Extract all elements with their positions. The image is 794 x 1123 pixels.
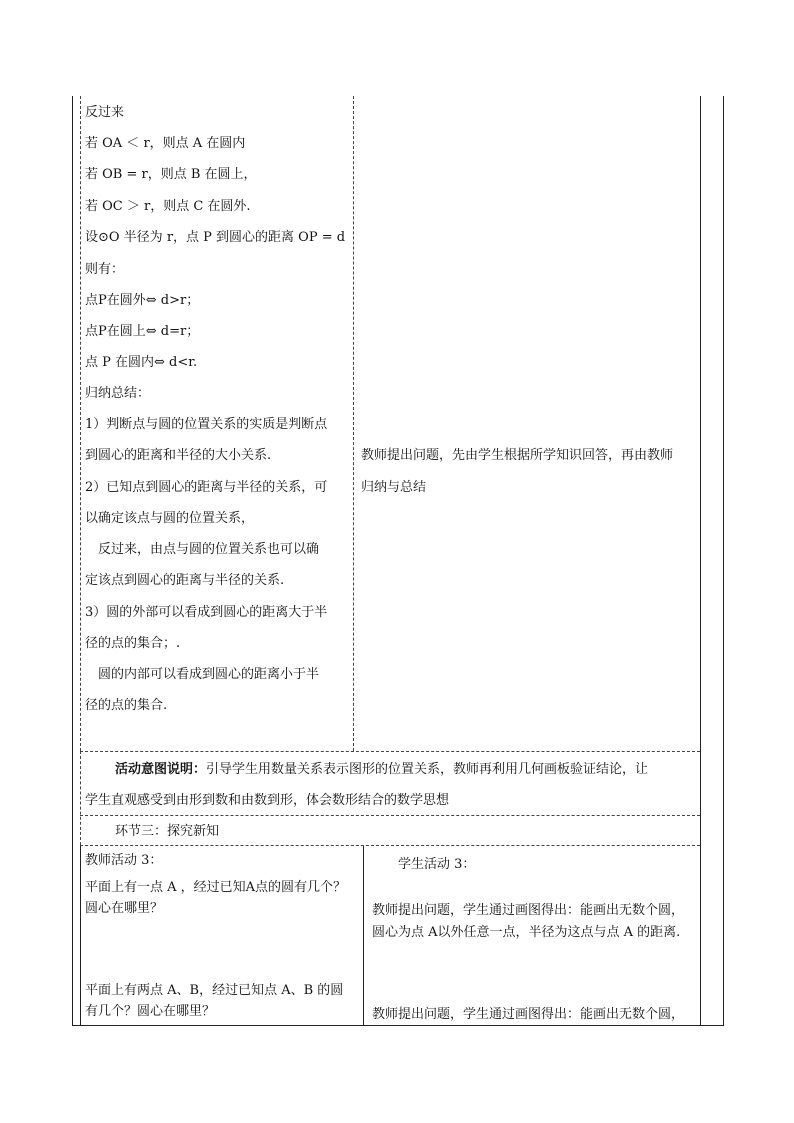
text-line: 圆的内部可以看成到圆心的距离小于半: [85, 667, 320, 682]
question-line: 平面上有一点 A ，经过已知A点的圆有几个？: [85, 880, 347, 895]
text-line: 点P在圆上⇔ d=r；: [85, 324, 200, 339]
text-line: 则有：: [85, 262, 125, 277]
text-line: 3）圆的外部可以看成到圆心的距离大于半: [85, 605, 328, 620]
question-line: 圆心在哪里？: [85, 901, 164, 916]
text-line: 反过来: [85, 105, 125, 120]
teacher-activity-header: 教师活动 3：: [85, 853, 163, 868]
section-title: 环节三：探究新知: [115, 824, 220, 839]
bottom-border: [72, 1025, 724, 1026]
text-line: 点P在圆外⇔ d>r；: [85, 293, 200, 308]
lower-left-border: [80, 846, 81, 1025]
text-line: 径的点的集合.: [85, 698, 168, 713]
text-line: 若 OB = r，则点 B 在圆上，: [85, 167, 257, 182]
upper-bottom-dash: [80, 751, 700, 752]
question-line: 平面上有两点 A、B，经过已知点 A、B 的圆: [85, 983, 344, 998]
text-line: 以确定该点与圆的位置关系，: [85, 511, 255, 526]
intent-bottom-dash: [80, 815, 700, 816]
intent-text: 引导学生用数量关系表示图形的位置关系，教师再利用几何画板验证结论，让: [206, 762, 649, 777]
inner-right-border: [700, 96, 701, 1026]
lower-middle-border: [363, 846, 364, 1025]
text-line: 径的点的集合；.: [85, 636, 181, 651]
upper-left-dash: [80, 96, 81, 751]
text-line: 归纳总结：: [85, 386, 151, 401]
text-line: 反过来，由点与圆的位置关系也可以确: [85, 542, 320, 557]
answer-line: 圆心为点 A以外任意一点，半径为这点与点 A 的距离.: [372, 925, 681, 940]
answer-line: 教师提出问题，学生通过画图得出：能画出无数个圆，: [372, 903, 685, 918]
text-line: 2）已知点到圆心的距离与半径的关系，可: [85, 480, 328, 495]
student-activity-header: 学生活动 3：: [398, 857, 476, 872]
upper-middle-dash: [353, 96, 354, 751]
text-line: 教师提出问题，先由学生根据所学知识回答，再由教师: [361, 448, 674, 463]
answer-line: 教师提出问题，学生通过画图得出：能画出无数个圆，: [372, 1007, 685, 1022]
text-line: 定该点到圆心的距离与半径的关系.: [85, 573, 285, 588]
intent-label: 活动意图说明：: [115, 762, 207, 777]
text-line: 若 OA ＜ r，则点 A 在圆内: [85, 136, 246, 151]
outer-left-border: [72, 96, 73, 1026]
text-line: 点 P 在圆内⇔ d<r.: [85, 355, 198, 370]
question-line: 有几个？圆心在哪里？: [85, 1004, 216, 1019]
outer-right-border: [723, 96, 724, 1026]
text-line: 设⊙O 半径为 r，点 P 到圆心的距离 OP = d: [85, 230, 346, 245]
intent-left-dash: [80, 751, 81, 845]
text-line: 若 OC ＞ r，则点 C 在圆外.: [85, 199, 251, 214]
section3-bottom-dash: [80, 845, 700, 846]
text-line: 到圆心的距离和半径的大小关系.: [85, 448, 272, 463]
intent-line-1: [115, 762, 648, 778]
text-line: 1）判断点与圆的位置关系的实质是判断点: [85, 417, 328, 432]
intent-line-2: 学生直观感受到由形到数和由数到形，体会数形结合的数学思想: [85, 793, 450, 808]
text-line: 归纳与总结: [361, 480, 427, 495]
